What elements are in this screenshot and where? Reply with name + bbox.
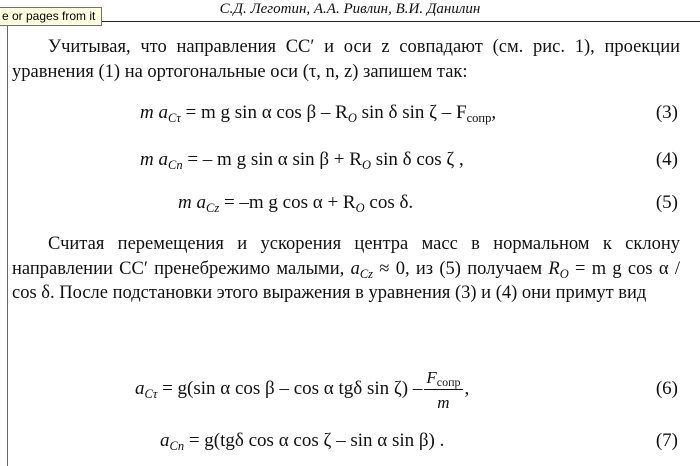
eq7-rhs: = g(tgδ cos α cos ζ – sin α sin β) .: [188, 430, 445, 451]
eq6-lhs-sub: Cτ: [144, 387, 158, 401]
eq5-lhs-sub: Cz: [205, 201, 220, 215]
condition-sub: Cz: [359, 266, 374, 281]
eq6-lhs: a: [135, 378, 145, 399]
eq4-rhs: = – m g sin α sin β + R: [187, 149, 362, 170]
eq3-rhs2-sub: сопр: [466, 111, 492, 125]
ro-r: R: [548, 258, 560, 279]
equation-4: [140, 145, 464, 175]
eq7-lhs: a: [160, 430, 170, 451]
eq3-lhs-sub: Cτ: [167, 111, 181, 125]
tooltip: [0, 7, 102, 26]
eq4-lhs: m a: [140, 149, 168, 170]
eq5-rhs2: cos δ.: [364, 192, 414, 213]
eq4-rhs2: sin δ cos ζ ,: [370, 149, 464, 170]
equation-3: [140, 98, 496, 128]
paragraph-intro-text: Учитывая, что направления CC′ и оси z совпадают (см. рис. 1), проекции уравнения (1) на ортогональные оси (τ, n, z) запишем так:: [12, 37, 680, 82]
equation-3-number: (3): [655, 102, 678, 123]
equation-7: [160, 426, 444, 456]
equation-6: [135, 362, 469, 416]
equation-6-number: (6): [655, 378, 678, 399]
condition-acz: [351, 259, 410, 279]
eq6-fraction: [424, 369, 462, 411]
ro-sub: O: [559, 266, 569, 281]
header-authors: С.Д. Леготин, А.А. Ривлин, В.И. Данилин: [219, 1, 481, 17]
equation-5: [178, 188, 413, 218]
page-header: [0, 0, 700, 22]
equation-5-number: (5): [655, 192, 678, 213]
eq5-rhs-sub: O: [355, 201, 365, 215]
paragraph-substitution: [12, 232, 680, 306]
condition-a: a: [350, 258, 360, 279]
eq5-rhs: = –m g cos α + R: [223, 192, 356, 213]
para2-part2: из (5) получаем: [409, 258, 549, 279]
para2-part3: . После подстановки этого выражения в уравнения (3) и (4) они примут вид: [50, 283, 647, 303]
equation-7-number: (7): [655, 430, 678, 451]
header-rule: [8, 21, 700, 22]
eq3-tail: ,: [491, 102, 497, 123]
eq4-lhs-sub: Cn: [167, 158, 183, 172]
eq4-rhs-sub: O: [361, 158, 371, 172]
eq7-lhs-sub: Cn: [169, 439, 185, 453]
eq5-lhs: m a: [178, 192, 206, 213]
condition-rest: ≈ 0,: [373, 258, 410, 279]
paragraph-intro: [12, 35, 680, 84]
equation-4-number: (4): [655, 149, 678, 170]
eq3-rhs-sub: O: [347, 111, 357, 125]
tooltip-text: e or pages from it: [2, 9, 96, 23]
left-border: [7, 21, 8, 466]
eq6-rhs: = g(sin α cos β – cos α tgδ sin ζ) –: [162, 378, 423, 399]
eq3-rhs: = m g sin α cos β – R: [185, 102, 348, 123]
eq6-tail: ,: [464, 378, 470, 399]
eq6-frac-num-sub: сопр: [436, 374, 461, 389]
eq3-lhs: m a: [140, 102, 168, 123]
ro-rest: = m g cos α / cos δ: [12, 258, 680, 303]
eq6-frac-num: F: [426, 367, 437, 387]
para2-part1: Считая перемещения и ускорения центра масс в нормальном к склону направлении CC′ пренебрежимо малыми,: [12, 234, 680, 279]
eq6-frac-den: m: [437, 392, 450, 412]
eq3-rhs2: sin δ sin ζ – F: [356, 102, 467, 123]
